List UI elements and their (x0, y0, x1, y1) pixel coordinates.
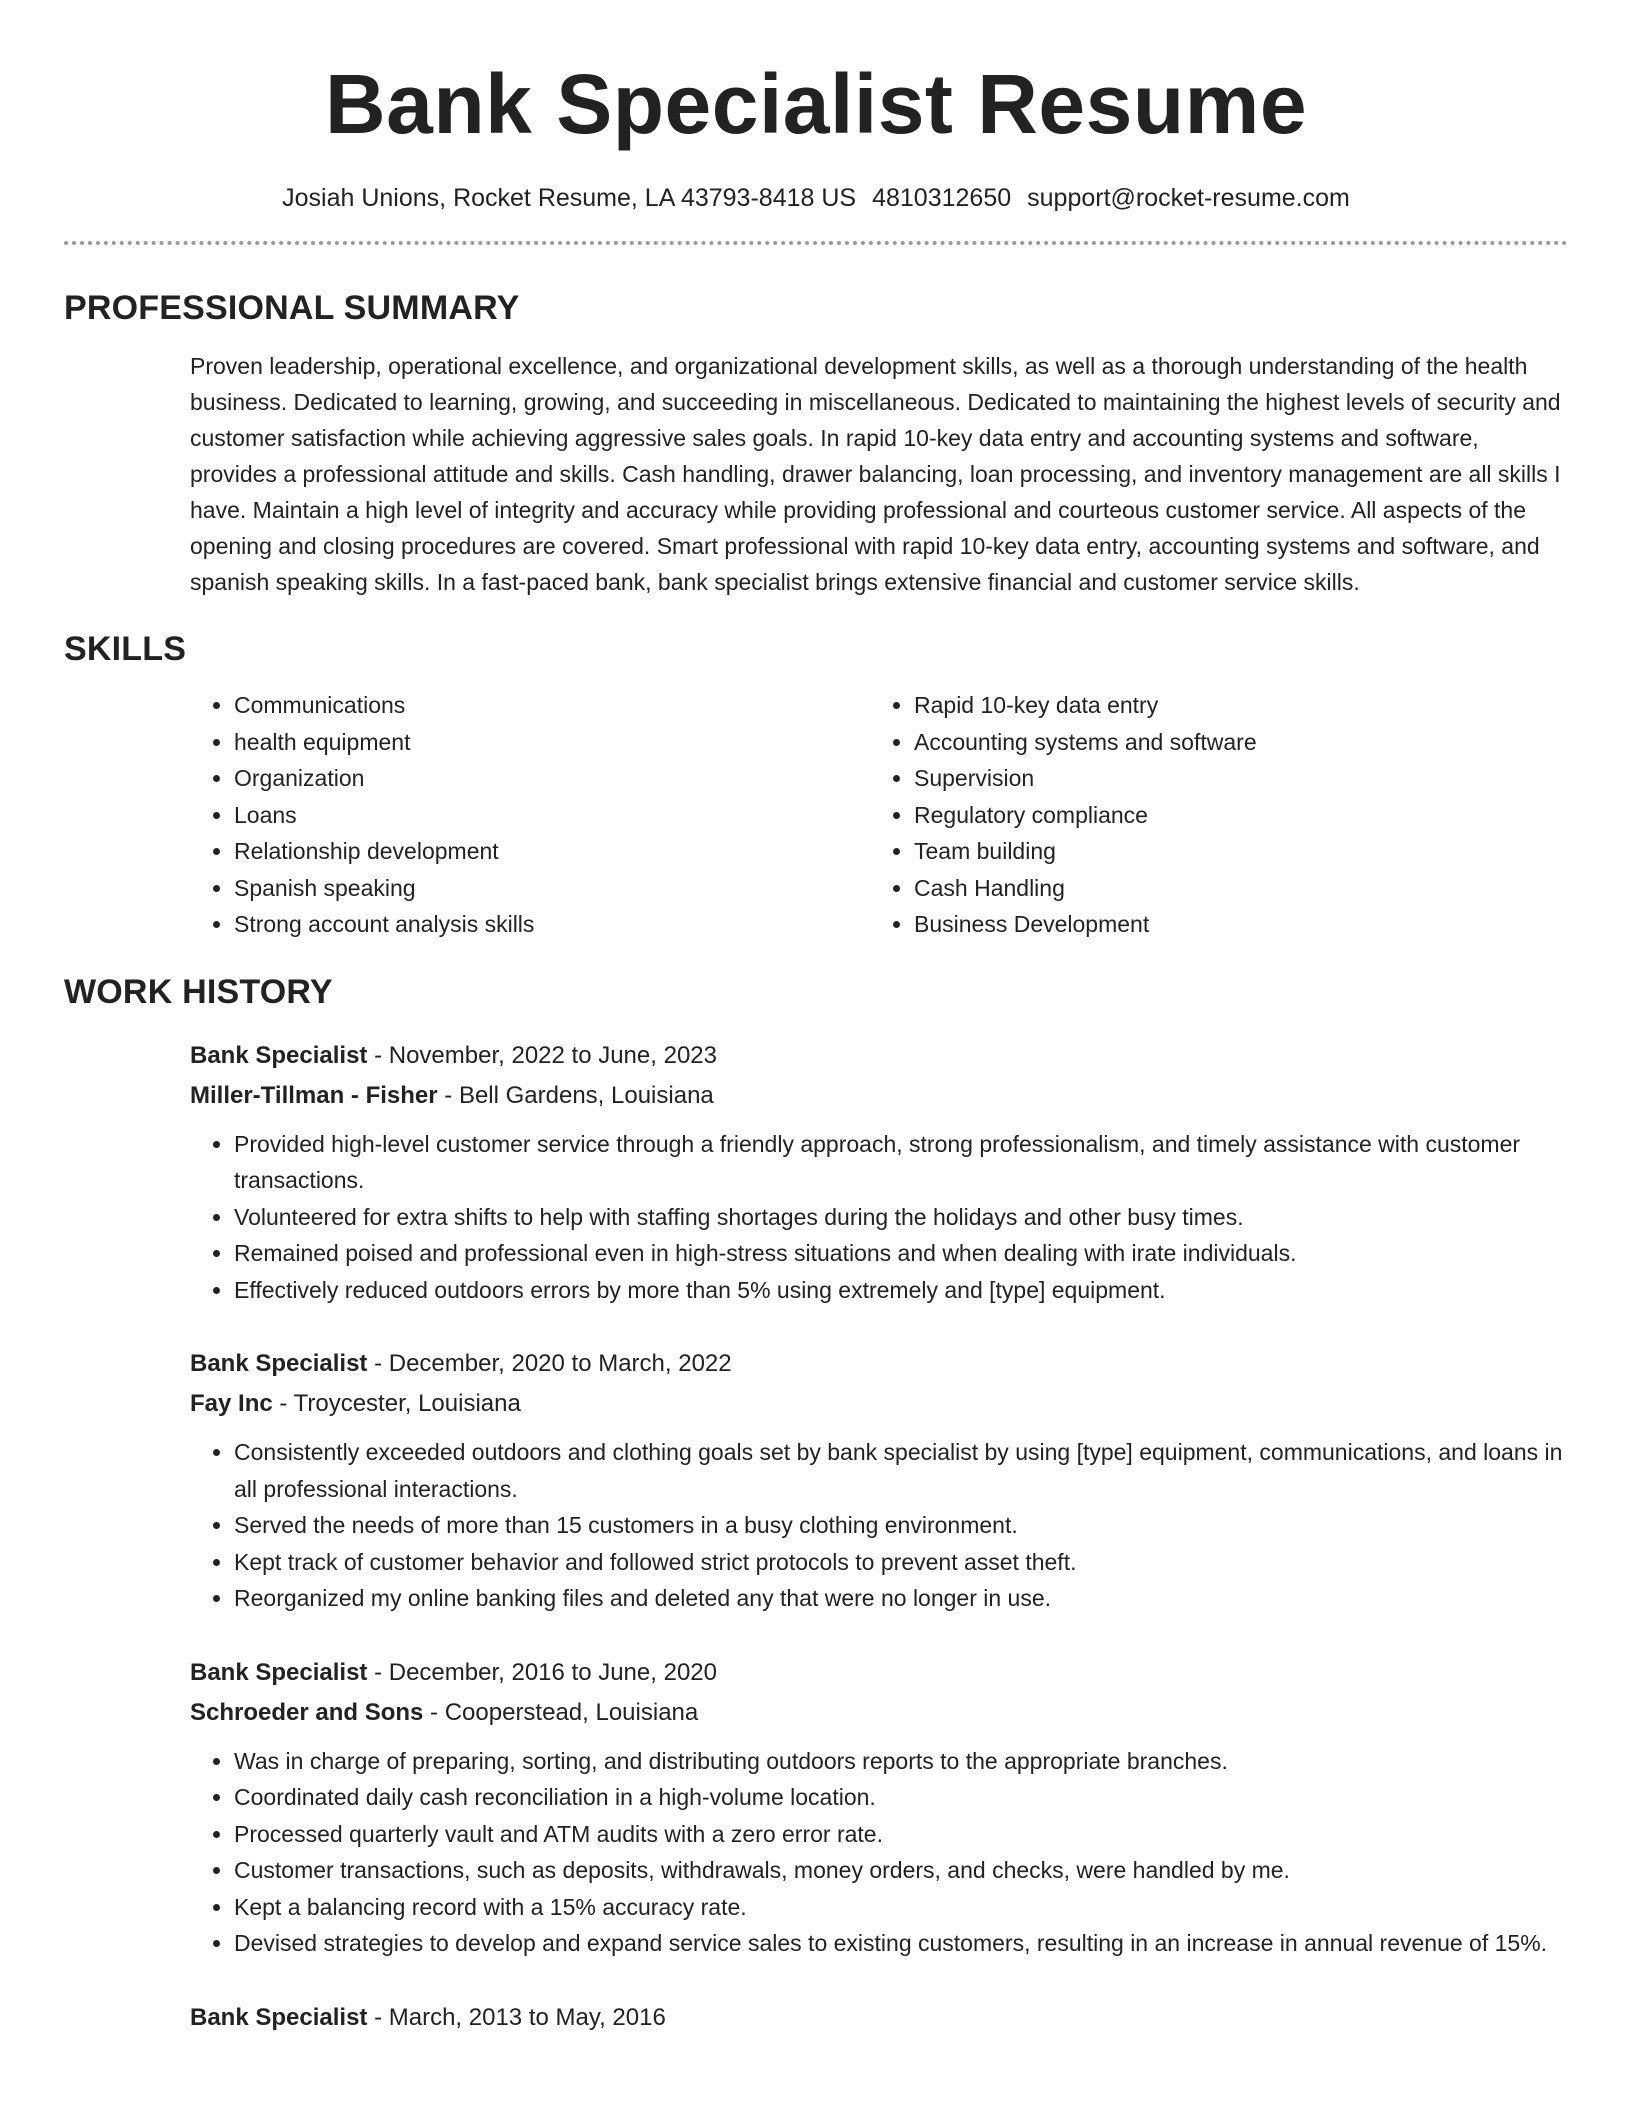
job-bullet: • Remained poised and professional even in high-stress situations and when dealing with irate individuals. (234, 1235, 1568, 1272)
job-title-line (190, 1344, 1568, 1384)
skill-item: • Loans (234, 797, 870, 834)
skill-item: • Spanish speaking (234, 870, 870, 907)
job-entry (190, 1344, 1568, 1617)
skill-item: • Rapid 10-key data entry (914, 687, 1568, 724)
job-company-line (190, 1076, 1568, 1116)
skill-item: • Organization (234, 760, 870, 797)
job-company: Fay Inc (190, 1390, 273, 1417)
job-bullet: • Consistently exceeded outdoors and clothing goals set by bank specialist by using [type] equipment, communications, and loans in all professional interactions. (234, 1434, 1568, 1507)
work-history-heading: WORK HISTORY (64, 972, 333, 1011)
job-location: - Bell Gardens, Louisiana (437, 1081, 714, 1109)
job-title: Bank Specialist (190, 2003, 368, 2031)
job-title-line (190, 1036, 1568, 1076)
header-divider (64, 241, 1568, 245)
job-title-line (190, 1653, 1568, 1693)
job-bullet: • Kept track of customer behavior and followed strict protocols to prevent asset theft. (234, 1544, 1568, 1581)
contact-line (64, 184, 1568, 213)
job-title: Bank Specialist (190, 1658, 368, 1686)
job-bullet: • Volunteered for extra shifts to help with staffing shortages during the holidays and other busy times. (234, 1199, 1568, 1236)
contact-address: Josiah Unions, Rocket Resume, LA 43793-8418 US (282, 184, 857, 212)
job-title: Bank Specialist (190, 1041, 368, 1069)
contact-phone: 4810312650 (872, 184, 1012, 212)
skill-item: • Supervision (914, 760, 1568, 797)
skill-item: • Cash Handling (914, 870, 1568, 907)
job-location: - Cooperstead, Louisiana (423, 1698, 699, 1726)
skill-item: • Business Development (914, 906, 1568, 943)
job-company: Miller-Tillman - Fisher (190, 1081, 438, 1109)
skills-heading: SKILLS (64, 630, 187, 668)
job-bullet: • Customer transactions, such as deposits, withdrawals, money orders, and checks, were handled by me. (234, 1852, 1568, 1889)
skill-item: • Relationship development (234, 833, 870, 870)
job-bullet: • Processed quarterly vault and ATM audits with a zero error rate. (234, 1816, 1568, 1853)
job-bullet: • Devised strategies to develop and expand service sales to existing customers, resulting in an increase in annual revenue of 15%. (234, 1925, 1568, 1962)
job-dates: - March, 2013 to May, 2016 (367, 2003, 666, 2031)
job-dates: - November, 2022 to June, 2023 (367, 1041, 717, 1069)
job-bullet: • Effectively reduced outdoors errors by more than 5% using extremely and [type] equipment. (234, 1272, 1568, 1309)
job-location: - Troycester, Louisiana (272, 1390, 521, 1417)
skill-item: • Communications (234, 687, 870, 724)
skills-column-right (870, 687, 1568, 943)
job-entry (190, 1653, 1568, 1962)
summary-heading: PROFESSIONAL SUMMARY (64, 289, 520, 327)
job-company: Schroeder and Sons (190, 1698, 424, 1726)
job-bullet: • Served the needs of more than 15 customers in a busy clothing environment. (234, 1507, 1568, 1544)
job-bullets (190, 1743, 1568, 1962)
contact-email: support@rocket-resume.com (1027, 184, 1350, 212)
job-entry (190, 1036, 1568, 1309)
job-bullets (190, 1434, 1568, 1617)
job-dates: - December, 2016 to June, 2020 (367, 1658, 717, 1686)
job-dates: - December, 2020 to March, 2022 (367, 1350, 732, 1377)
page-title: Bank Specialist Resume (324, 57, 1308, 151)
job-bullet: • Coordinated daily cash reconciliation in a high-volume location. (234, 1779, 1568, 1816)
job-entry (190, 1998, 1568, 2038)
job-bullet: • Kept a balancing record with a 15% accuracy rate. (234, 1889, 1568, 1926)
job-bullet: • Was in charge of preparing, sorting, and distributing outdoors reports to the appropriate branches. (234, 1743, 1568, 1780)
skills-column-left (190, 687, 870, 943)
skill-item: • Strong account analysis skills (234, 906, 870, 943)
job-title-line (190, 1998, 1568, 2038)
job-company-line (190, 1384, 1568, 1424)
skill-item: • Accounting systems and software (914, 724, 1568, 761)
job-company-line (190, 1693, 1568, 1733)
skill-item: • health equipment (234, 724, 870, 761)
job-bullet: • Provided high-level customer service through a friendly approach, strong professionalism, and timely assistance with customer transactions. (234, 1126, 1568, 1199)
summary-text: Proven leadership, operational excellence, and organizational development skills, as well as a thorough understanding of the health business. Dedicated to learning, growing, and succeeding in miscellaneous. Dedicated to maintaining the highest levels of security and customer satisfaction while achieving aggressive sales goals. In rapid 10-key data entry and accounting systems and software, provides a professional attitude and skills. Cash handling, drawer balancing, loan processing, and inventory management are all skills I have. Maintain a high level of integrity and accuracy while providing professional and courteous customer service. All aspects of the opening and closing procedures are covered. Smart professional with rapid 10-key data entry, accounting systems and software, and spanish speaking skills. In a fast-paced bank, bank specialist brings extensive financial and customer service skills. (190, 353, 1561, 595)
skill-item: • Regulatory compliance (914, 797, 1568, 834)
skills-list (64, 687, 1568, 943)
job-bullets (190, 1126, 1568, 1309)
job-title: Bank Specialist (190, 1350, 368, 1377)
job-bullet: • Reorganized my online banking files and deleted any that were no longer in use. (234, 1580, 1568, 1617)
skill-item: • Team building (914, 833, 1568, 870)
